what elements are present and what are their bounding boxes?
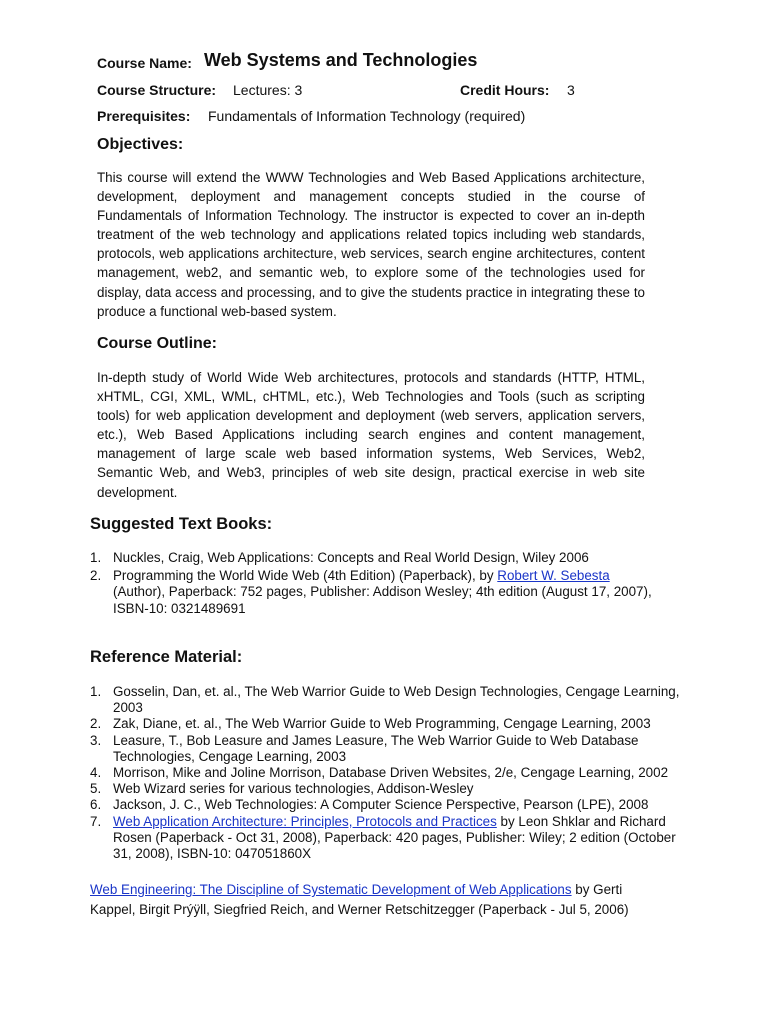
objectives-paragraph: This course will extend the WWW Technologies and Web Based Applications architecture, development, deployment and management concepts studied in the course of Fundamentals of Information Technology. The instructor is expected to cover an in-depth treatment of the web technology and applications related topics including web standards, protocols, web applications architecture, web services, search engine architectures, content management, web2, and semantic web, to explore some of the technologies used for display, data access and processing, and to give the students practice in integrating these to produce a functional web-based system. <box>97 170 645 319</box>
list-item-text: Zak, Diane, et. al., The Web Warrior Guide to Web Programming, Cengage Learning, 2003 <box>113 716 651 732</box>
list-number: 7. <box>90 813 102 829</box>
credit-hours-label: Credit Hours: <box>460 82 550 98</box>
course-name-value: Web Systems and Technologies <box>204 50 478 70</box>
prerequisites-value: Fundamentals of Information Technology (required) <box>208 108 526 124</box>
list-item <box>90 568 660 617</box>
list-number: 2. <box>90 568 102 584</box>
list-item <box>90 814 690 863</box>
objectives-heading: Objectives: <box>97 136 184 153</box>
credit-hours-value: 3 <box>567 82 575 98</box>
list-item-text: Programming the World Wide Web (4th Edition) (Paperback), by <box>113 568 498 584</box>
list-item <box>90 781 690 797</box>
web-application-architecture-link[interactable]: Web Application Architecture: Principles, Protocols and Practices <box>113 813 497 829</box>
list-item <box>90 797 690 813</box>
course-outline-paragraph: In-depth study of World Wide Web architectures, protocols and standards (HTTP, HTML, xHTML, CGI, XML, WML, cHTML, etc.), Web Technologies and Tools (such as scripting tools) for web application development and deployment (web servers, application servers, etc.), Web Based Applications including search engines and content management, management of large scale web based information systems, Web Services, Web2, Semantic Web, and Web3, principles of web site design, practical exercise in web site development. <box>97 370 645 500</box>
reference-material-list <box>90 684 690 862</box>
list-number: 1. <box>90 550 102 565</box>
list-item-text: Leasure, T., Bob Leasure and James Leasure, The Web Warrior Guide to Web Database Technologies, Cengage Learning, 2003 <box>113 732 639 764</box>
list-item-text-continued: by Leon Shklar and Richard Rosen (Paperback - Oct 31, 2008), Paperback: 420 pages, Publisher: Wiley; 2 edition (October 31, 2008), ISBN-10: 047051860X <box>113 813 676 862</box>
list-item <box>90 733 690 765</box>
list-number: 3. <box>90 732 102 748</box>
list-number: 5. <box>90 781 102 797</box>
course-outline-heading: Course Outline: <box>97 335 218 352</box>
list-item <box>90 684 690 716</box>
course-structure-value: Lectures: 3 <box>233 82 303 98</box>
list-item-text: Jackson, J. C., Web Technologies: A Computer Science Perspective, Pearson (LPE), 2008 <box>113 797 649 813</box>
web-engineering-text: by Gerti Kappel, Birgit Prýÿll, Siegfried Reich, and Werner Retschitzegger (Paperback - Jul 5, 2006) <box>90 882 629 917</box>
author-link-sebesta[interactable]: Robert W. Sebesta <box>497 568 610 584</box>
list-item-text: Nuckles, Craig, Web Applications: Concepts and Real World Design, Wiley 2006 <box>113 550 589 565</box>
list-item-text: Web Wizard series for various technologies, Addison-Wesley <box>113 781 474 797</box>
reference-material-heading: Reference Material: <box>90 648 243 666</box>
list-number: 6. <box>90 797 102 813</box>
web-engineering-reference <box>90 880 670 919</box>
list-item <box>90 550 660 566</box>
list-number: 2. <box>90 716 102 732</box>
text-books-list <box>90 550 660 617</box>
list-item-text: Morrison, Mike and Joline Morrison, Database Driven Websites, 2/e, Cengage Learning, 2002 <box>113 765 669 781</box>
course-name-label: Course Name: <box>97 55 192 71</box>
web-engineering-link[interactable]: Web Engineering: The Discipline of Systematic Development of Web Applications <box>90 882 572 897</box>
list-item <box>90 765 690 781</box>
list-item <box>90 716 690 732</box>
text-books-heading: Suggested Text Books: <box>90 515 273 533</box>
list-number: 1. <box>90 684 102 699</box>
list-item-text-continued: (Author), Paperback: 752 pages, Publisher: Addison Wesley; 4th edition (August 17, 2007), ISBN-10: 0321489691 <box>113 584 652 616</box>
course-structure-label: Course Structure: <box>97 82 217 98</box>
list-item-text: Gosselin, Dan, et. al., The Web Warrior Guide to Web Design Technologies, Cengage Learning, 2003 <box>113 684 680 716</box>
list-number: 4. <box>90 765 102 781</box>
prerequisites-label: Prerequisites: <box>97 108 191 124</box>
